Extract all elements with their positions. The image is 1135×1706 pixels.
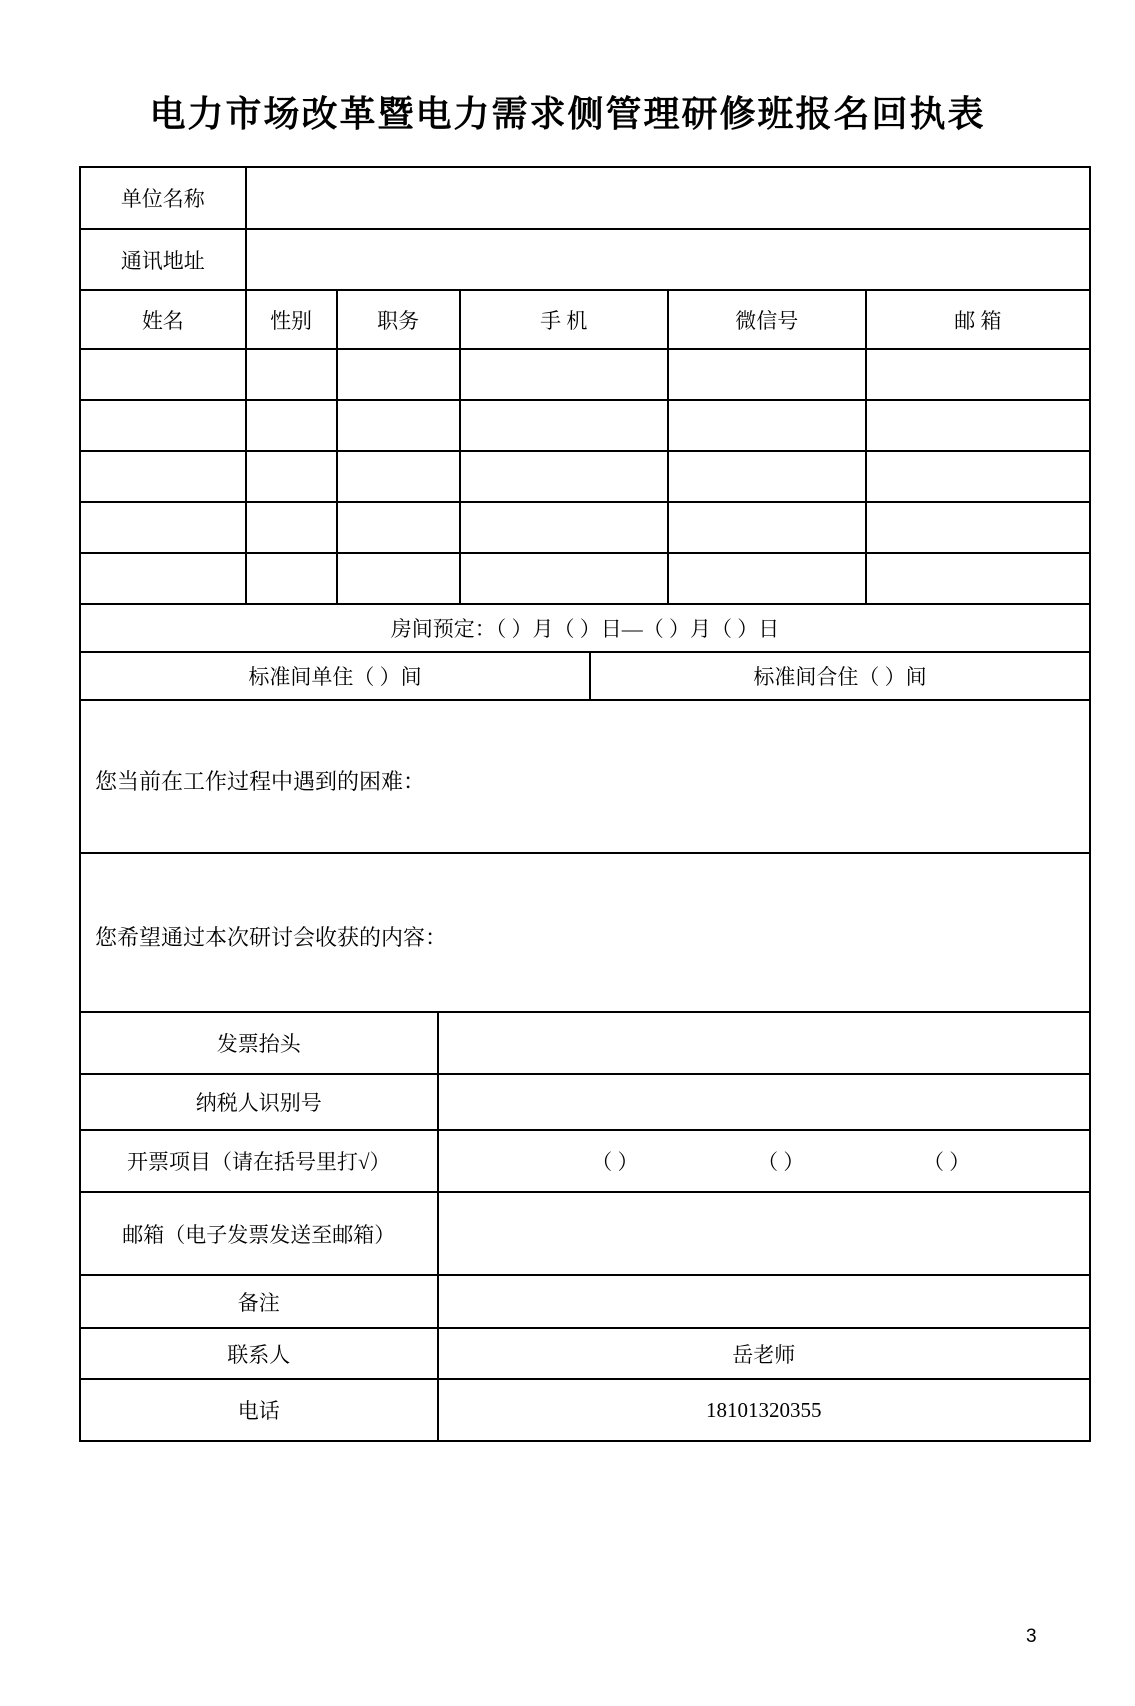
table-row bbox=[80, 400, 1090, 451]
invoice-item-option-2[interactable]: （ ） bbox=[757, 1150, 805, 1174]
person-mobile-cell[interactable] bbox=[460, 553, 668, 604]
email-field[interactable] bbox=[438, 1192, 1090, 1275]
attendee-table bbox=[79, 166, 1091, 653]
phone-label: 电话 bbox=[80, 1379, 438, 1441]
unit-name-label: 单位名称 bbox=[80, 167, 246, 229]
invoice-item-options-cell bbox=[438, 1130, 1090, 1192]
registration-form bbox=[79, 166, 1091, 1442]
person-email-cell[interactable] bbox=[866, 502, 1090, 553]
page-title: 电力市场改革暨电力需求侧管理研修班报名回执表 bbox=[149, 94, 986, 134]
expectations-label: 您希望通过本次研讨会收获的内容： bbox=[95, 925, 448, 950]
invoice-title-label: 发票抬头 bbox=[80, 1012, 438, 1074]
person-wechat-cell[interactable] bbox=[668, 553, 866, 604]
person-wechat-cell[interactable] bbox=[668, 502, 866, 553]
invoice-table bbox=[79, 1011, 1091, 1442]
email-label: 邮箱（电子发票发送至邮箱） bbox=[80, 1192, 438, 1275]
header-mobile: 手 机 bbox=[460, 290, 668, 349]
page-number: 3 bbox=[1026, 1626, 1037, 1647]
person-gender-cell[interactable] bbox=[246, 451, 337, 502]
person-name-cell[interactable] bbox=[80, 349, 246, 400]
person-email-cell[interactable] bbox=[866, 400, 1090, 451]
phone-value: 18101320355 bbox=[438, 1379, 1090, 1441]
room-booking-label[interactable]: 房间预定：（ ）月（ ）日—（ ）月（ ）日 bbox=[80, 604, 1090, 652]
taxpayer-id-label: 纳税人识别号 bbox=[80, 1074, 438, 1130]
person-gender-cell[interactable] bbox=[246, 553, 337, 604]
room-shared-label[interactable]: 标准间合住（ ）间 bbox=[590, 652, 1090, 700]
person-position-cell[interactable] bbox=[337, 349, 460, 400]
person-name-cell[interactable] bbox=[80, 502, 246, 553]
invoice-item-label: 开票项目（请在括号里打√） bbox=[80, 1130, 438, 1192]
person-position-cell[interactable] bbox=[337, 451, 460, 502]
table-row bbox=[80, 553, 1090, 604]
contact-label: 联系人 bbox=[80, 1328, 438, 1379]
invoice-item-option-3[interactable]: （ ） bbox=[923, 1150, 971, 1174]
remarks-label: 备注 bbox=[80, 1275, 438, 1328]
invoice-item-option-1[interactable]: （ ） bbox=[591, 1150, 639, 1174]
person-wechat-cell[interactable] bbox=[668, 349, 866, 400]
header-position: 职务 bbox=[337, 290, 460, 349]
contact-value: 岳老师 bbox=[438, 1328, 1090, 1379]
person-gender-cell[interactable] bbox=[246, 349, 337, 400]
unit-name-field[interactable] bbox=[246, 167, 1090, 229]
person-mobile-cell[interactable] bbox=[460, 502, 668, 553]
person-wechat-cell[interactable] bbox=[668, 400, 866, 451]
table-row bbox=[80, 502, 1090, 553]
header-name: 姓名 bbox=[80, 290, 246, 349]
person-mobile-cell[interactable] bbox=[460, 451, 668, 502]
remarks-field[interactable] bbox=[438, 1275, 1090, 1328]
address-label: 通讯地址 bbox=[80, 229, 246, 290]
person-position-cell[interactable] bbox=[337, 502, 460, 553]
address-field[interactable] bbox=[246, 229, 1090, 290]
difficulties-cell[interactable] bbox=[80, 700, 1090, 853]
room-single-label[interactable]: 标准间单住（ ）间 bbox=[80, 652, 590, 700]
person-email-cell[interactable] bbox=[866, 349, 1090, 400]
person-mobile-cell[interactable] bbox=[460, 349, 668, 400]
person-position-cell[interactable] bbox=[337, 400, 460, 451]
taxpayer-id-field[interactable] bbox=[438, 1074, 1090, 1130]
difficulties-label: 您当前在工作过程中遇到的困难： bbox=[95, 769, 426, 794]
room-type-table bbox=[79, 651, 1091, 701]
person-email-cell[interactable] bbox=[866, 451, 1090, 502]
person-name-cell[interactable] bbox=[80, 553, 246, 604]
person-name-cell[interactable] bbox=[80, 451, 246, 502]
person-position-cell[interactable] bbox=[337, 553, 460, 604]
person-wechat-cell[interactable] bbox=[668, 451, 866, 502]
header-gender: 性别 bbox=[246, 290, 337, 349]
questions-table bbox=[79, 699, 1091, 1013]
person-gender-cell[interactable] bbox=[246, 400, 337, 451]
person-mobile-cell[interactable] bbox=[460, 400, 668, 451]
table-row bbox=[80, 451, 1090, 502]
invoice-title-field[interactable] bbox=[438, 1012, 1090, 1074]
expectations-cell[interactable] bbox=[80, 853, 1090, 1012]
person-gender-cell[interactable] bbox=[246, 502, 337, 553]
header-email: 邮 箱 bbox=[866, 290, 1090, 349]
header-wechat: 微信号 bbox=[668, 290, 866, 349]
person-name-cell[interactable] bbox=[80, 400, 246, 451]
person-email-cell[interactable] bbox=[866, 553, 1090, 604]
table-row bbox=[80, 349, 1090, 400]
